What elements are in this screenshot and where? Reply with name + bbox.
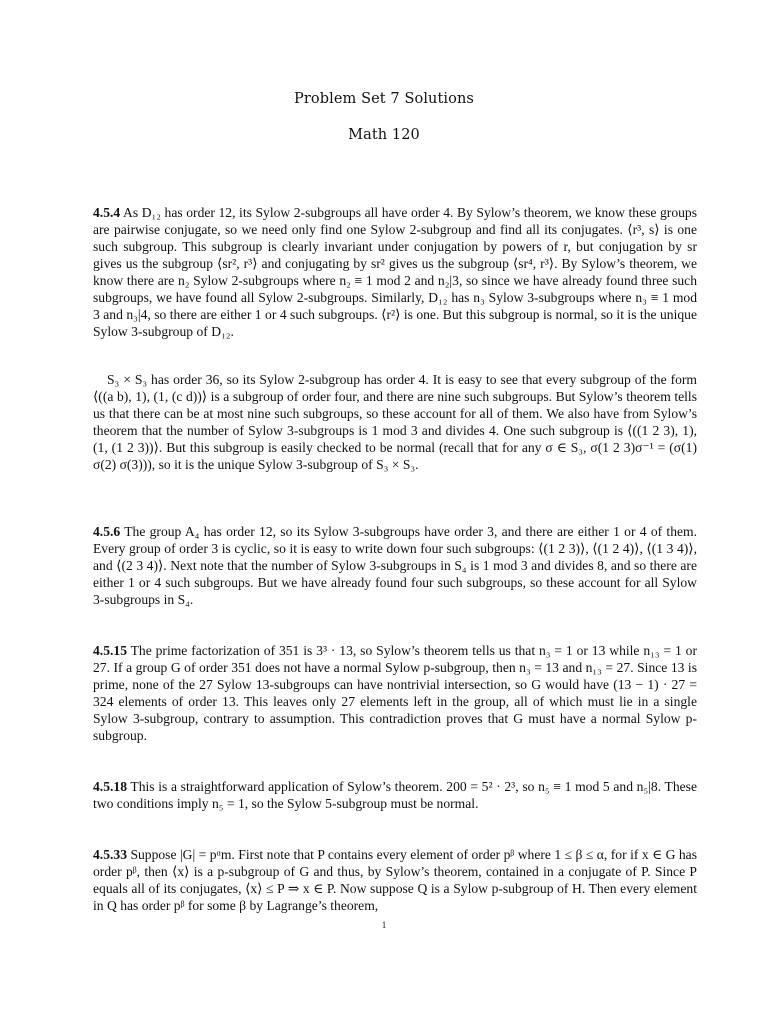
problem-number: 4.5.4: [93, 205, 121, 220]
problem-number: 4.5.18: [93, 779, 127, 794]
course-name: Math 120: [348, 127, 420, 143]
solution-4-5-15: [93, 642, 697, 744]
solution-4-5-18: [93, 778, 697, 812]
problem-number: 4.5.33: [93, 847, 127, 862]
page-number: 1: [381, 920, 387, 930]
solution-text: As D₁₂ has order 12, its Sylow 2-subgroups all have order 4. By Sylow’s theorem, we know these groups are pairwise conjugate, so we need only find one Sylow 2-subgroup and find all its conjugates. ⟨r³, s⟩ is one such subgroup. This subgroup is clearly invariant under conjugation by powers of r, but conjugation by sr gives us the subgroup ⟨sr², r³⟩ and conjugating by sr² gives us the subgroup ⟨sr⁴, r³⟩. By Sylow’s theorem, we know there are n₂ Sylow 2-subgroups where n₂ ≡ 1 mod 2 and n₂|3, so since we have already found three such subgroups, we have found all Sylow 2-subgroups. Similarly, D₁₂ has n₃ Sylow 3-subgroups where n₃ ≡ 1 mod 3 and n₃|4, so there are either 1 or 4 such subgroups. ⟨r²⟩ is one. But this subgroup is normal, so it is the unique Sylow 3-subgroup of D₁₂.: [93, 205, 697, 339]
document-title: Problem Set 7 Solutions: [294, 91, 474, 107]
solution-text: Suppose |G| = pᵅm. First note that P contains every element of order pᵝ where 1 ≤ β ≤ α, for if x ∈ G has order pᵝ, then ⟨x⟩ is a p-subgroup of G and thus, by Sylow’s theorem, contained in a conjugate of P. Since P equals all of its conjugates, ⟨x⟩ ≤ P ⇒ x ∈ P. Now suppose Q is a Sylow p-subgroup of H. Then every element in Q has order pᵝ for some β by Lagrange’s theorem,: [93, 847, 697, 913]
solution-text: This is a straightforward application of Sylow’s theorem. 200 = 5² · 2³, so n₅ ≡ 1 mod 5 and n₅|8. These two conditions imply n₅ = 1, so the Sylow 5-subgroup must be normal.: [93, 779, 697, 811]
problem-number: 4.5.6: [93, 524, 121, 539]
solution-4-5-33: [93, 846, 697, 914]
solution-4-5-6: [93, 523, 697, 608]
solution-4-5-4-part-2: [93, 371, 697, 473]
solution-text: The group A₄ has order 12, so its Sylow 3-subgroups have order 3, and there are either 1 or 4 of them. Every group of order 3 is cyclic, so it is easy to write down four such subgroups: ⟨(1 2 3)⟩, ⟨(1 2 4)⟩, ⟨(1 3 4)⟩, and ⟨(2 3 4)⟩. Next note that the number of Sylow 3-subgroups in S₄ is 1 mod 3 and divides 8, and so there are either 1 or 4 such subgroups. But we have already found four such subgroups, so these account for all Sylow 3-subgroups in S₄.: [93, 524, 697, 607]
solution-text: S₃ × S₃ has order 36, so its Sylow 2-subgroup has order 4. It is easy to see that every subgroup of the form ⟨((a b), 1), (1, (c d))⟩ is a subgroup of order four, and there are nine such subgroups. But Sylow’s theorem tells us that there can be at most nine such subgroups, so these account for all of them. We also have from Sylow’s theorem that the number of Sylow 3-subgroups is 1 mod 3 and divides 4. One such subgroup is ⟨((1 2 3), 1), (1, (1 2 3))⟩. But this subgroup is easily checked to be normal (recall that for any σ ∈ S₃, σ(1 2 3)σ⁻¹ = (σ(1) σ(2) σ(3))), so it is the unique Sylow 3-subgroup of S₃ × S₃.: [93, 372, 697, 472]
solution-text: The prime factorization of 351 is 3³ · 13, so Sylow’s theorem tells us that n₃ = 1 or 13 while n₁₃ = 1 or 27. If a group G of order 351 does not have a normal Sylow p-subgroup, then n₃ = 13 and n₁₃ = 27. Since 13 is prime, none of the 27 Sylow 13-subgroups can have nontrivial intersection, so G would have (13 − 1) · 27 = 324 elements of order 13. This leaves only 27 elements left in the group, all of which must lie in a single Sylow 3-subgroup, contrary to assumption. This contradiction proves that G must have a normal Sylow p-subgroup.: [93, 643, 698, 743]
problem-number: 4.5.15: [93, 643, 127, 658]
solution-4-5-4: [93, 204, 697, 340]
